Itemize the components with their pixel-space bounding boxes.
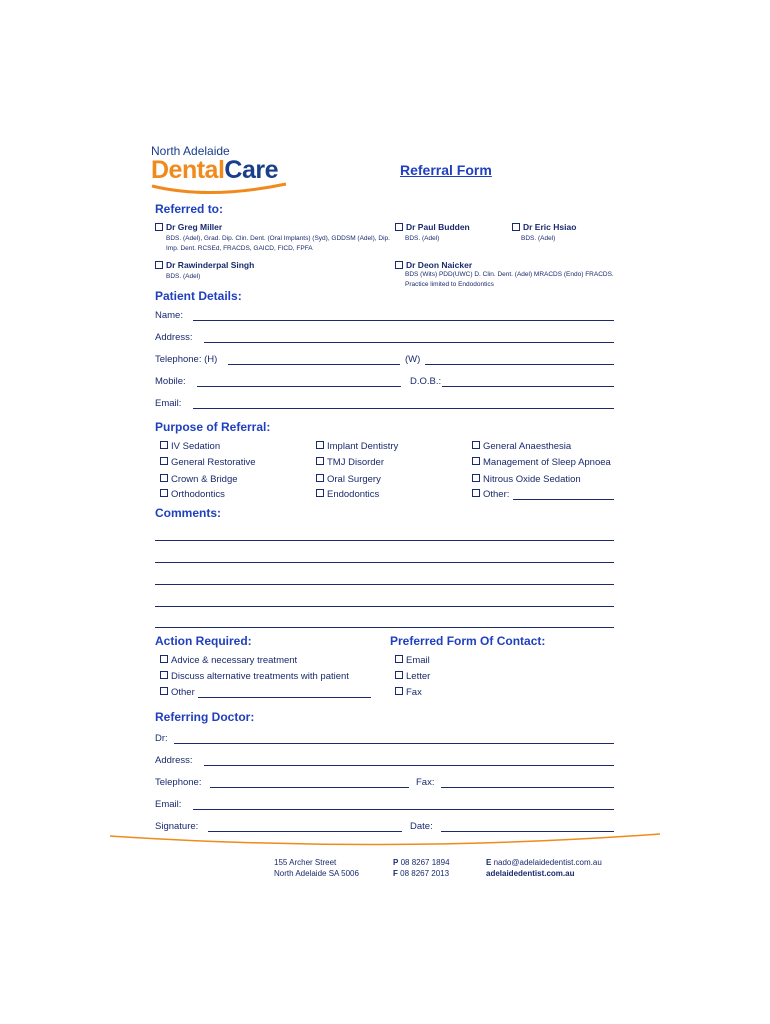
referring-email-field[interactable] <box>193 809 614 810</box>
purpose-option[interactable]: Implant Dentistry <box>316 441 398 452</box>
comments-line[interactable] <box>155 540 614 541</box>
footer-divider-swoosh <box>108 830 664 850</box>
footer-phone: 08 8267 1894 <box>400 858 450 867</box>
referring-doctor-heading: Referring Doctor: <box>155 710 255 724</box>
checkbox[interactable] <box>316 457 324 465</box>
action-other-field[interactable] <box>198 697 371 698</box>
checkbox[interactable] <box>472 457 480 465</box>
patient-details-heading: Patient Details: <box>155 289 242 303</box>
purpose-option-other[interactable]: Other: <box>472 489 509 500</box>
checkbox[interactable] <box>316 474 324 482</box>
purpose-option[interactable]: Orthodontics <box>160 489 225 500</box>
patient-email-label: Email: <box>155 398 182 409</box>
purpose-option[interactable]: IV Sedation <box>160 441 220 452</box>
date-label: Date: <box>410 821 433 832</box>
logo-swoosh-icon <box>150 182 290 198</box>
contact-option-fax[interactable]: Fax <box>395 687 422 698</box>
patient-dob-label: D.O.B.: <box>410 376 442 387</box>
fax-label: F <box>393 869 398 878</box>
checkbox[interactable] <box>160 671 168 679</box>
patient-address-field[interactable] <box>204 342 614 343</box>
footer-phone-block <box>393 857 450 879</box>
checkbox[interactable] <box>160 687 168 695</box>
purpose-option[interactable]: General Restorative <box>160 457 255 468</box>
patient-telephone-label: Telephone: (H) <box>155 354 218 365</box>
referring-dr-field[interactable] <box>174 743 614 744</box>
checkbox[interactable] <box>316 489 324 497</box>
checkbox[interactable] <box>395 671 403 679</box>
preferred-contact-heading: Preferred Form Of Contact: <box>390 634 546 648</box>
action-option[interactable]: Discuss alternative treatments with patient <box>160 671 349 682</box>
patient-address-label: Address: <box>155 332 193 343</box>
purpose-option[interactable]: Nitrous Oxide Sedation <box>472 474 581 485</box>
action-option-other[interactable]: Other <box>160 687 195 698</box>
comments-line[interactable] <box>155 562 614 563</box>
checkbox[interactable] <box>160 441 168 449</box>
purpose-option[interactable]: Endodontics <box>316 489 379 500</box>
purpose-option[interactable]: TMJ Disorder <box>316 457 384 468</box>
purpose-option[interactable]: Management of Sleep Apnoea <box>472 457 611 468</box>
purpose-option[interactable]: Crown & Bridge <box>160 474 238 485</box>
referred-to-heading: Referred to: <box>155 202 224 216</box>
phone-label: P <box>393 858 399 867</box>
checkbox[interactable] <box>512 223 520 231</box>
referring-email-label: Email: <box>155 799 182 810</box>
doctor-option-eric-hsiao[interactable]: Dr Eric Hsiao <box>512 222 576 232</box>
checkbox[interactable] <box>316 441 324 449</box>
doctor-option-deon-naicker[interactable]: Dr Deon Naicker <box>395 260 472 270</box>
checkbox[interactable] <box>155 223 163 231</box>
referring-address-field[interactable] <box>204 765 614 766</box>
checkbox[interactable] <box>160 474 168 482</box>
doctor-credentials: BDS. (Adel) <box>521 235 556 242</box>
comments-line[interactable] <box>155 627 614 628</box>
logo-top-text: North Adelaide <box>151 144 230 158</box>
doctor-credentials: BDS (Wits) PDD(UWC) D. Clin. Dent. (Adel) MRACDS (Endo) FRACDS. Practice limited to Endodontics <box>405 271 614 288</box>
doctor-credentials: BDS. (Adel) <box>166 273 201 280</box>
referring-address-label: Address: <box>155 755 193 766</box>
patient-name-label: Name: <box>155 310 183 321</box>
patient-mobile-field[interactable] <box>197 386 401 387</box>
patient-name-field[interactable] <box>193 320 614 321</box>
signature-label: Signature: <box>155 821 199 832</box>
doctor-credentials: BDS. (Adel) <box>405 235 440 242</box>
checkbox[interactable] <box>395 687 403 695</box>
checkbox[interactable] <box>395 223 403 231</box>
purpose-option[interactable]: General Anaesthesia <box>472 441 571 452</box>
action-option[interactable]: Advice & necessary treatment <box>160 655 297 666</box>
email-label: E <box>486 858 492 867</box>
checkbox[interactable] <box>472 489 480 497</box>
doctor-credentials: BDS. (Adel), Grad. Dip. Clin. Dent. (Oral Implants) (Syd), GDDSM (Adel), Dip. Imp. Dent. RCSEd, FRACDS, GAICD, FICD, FPFA <box>166 235 390 252</box>
checkbox[interactable] <box>395 655 403 663</box>
checkbox[interactable] <box>155 261 163 269</box>
contact-option-email[interactable]: Email <box>395 655 430 666</box>
checkbox[interactable] <box>472 474 480 482</box>
checkbox[interactable] <box>160 489 168 497</box>
patient-mobile-label: Mobile: <box>155 376 186 387</box>
footer-street: 155 Archer Street <box>274 858 337 867</box>
checkbox[interactable] <box>160 457 168 465</box>
logo-care: Care <box>224 156 278 184</box>
purpose-heading: Purpose of Referral: <box>155 420 271 434</box>
patient-dob-field[interactable] <box>442 386 614 387</box>
comments-heading: Comments: <box>155 506 222 520</box>
referring-telephone-field[interactable] <box>210 787 409 788</box>
page-title: Referral Form <box>400 162 492 178</box>
referring-telephone-label: Telephone: <box>155 777 202 788</box>
doctor-option-rawinderpal-singh[interactable]: Dr Rawinderpal Singh <box>155 260 254 270</box>
referring-fax-label: Fax: <box>416 777 435 788</box>
footer-suburb: North Adelaide SA 5006 <box>274 869 359 878</box>
contact-option-letter[interactable]: Letter <box>395 671 430 682</box>
purpose-option[interactable]: Oral Surgery <box>316 474 381 485</box>
footer-website-link[interactable]: adelaidedentist.com.au <box>486 869 575 878</box>
referring-fax-field[interactable] <box>441 787 614 788</box>
checkbox[interactable] <box>395 261 403 269</box>
comments-line[interactable] <box>155 584 614 585</box>
action-required-heading: Action Required: <box>155 634 252 648</box>
footer-email-link[interactable]: nado@adelaidedentist.com.au <box>493 858 602 867</box>
patient-work-phone-label: (W) <box>405 354 421 365</box>
comments-line[interactable] <box>155 606 614 607</box>
patient-email-field[interactable] <box>193 408 614 409</box>
patient-home-phone-field[interactable] <box>228 364 400 365</box>
referring-dr-label: Dr: <box>155 733 168 744</box>
doctor-option-greg-miller[interactable]: Dr Greg Miller <box>155 222 222 232</box>
footer-address <box>274 857 359 879</box>
footer-fax: 08 8267 2013 <box>400 869 450 878</box>
checkbox[interactable] <box>472 441 480 449</box>
patient-work-phone-field[interactable] <box>425 364 614 365</box>
doctor-option-paul-budden[interactable]: Dr Paul Budden <box>395 222 470 232</box>
checkbox[interactable] <box>160 655 168 663</box>
logo-dental: Dental <box>151 156 225 184</box>
logo-wordmark <box>151 156 278 185</box>
footer-web-block <box>486 857 602 879</box>
purpose-other-field[interactable] <box>513 499 614 500</box>
